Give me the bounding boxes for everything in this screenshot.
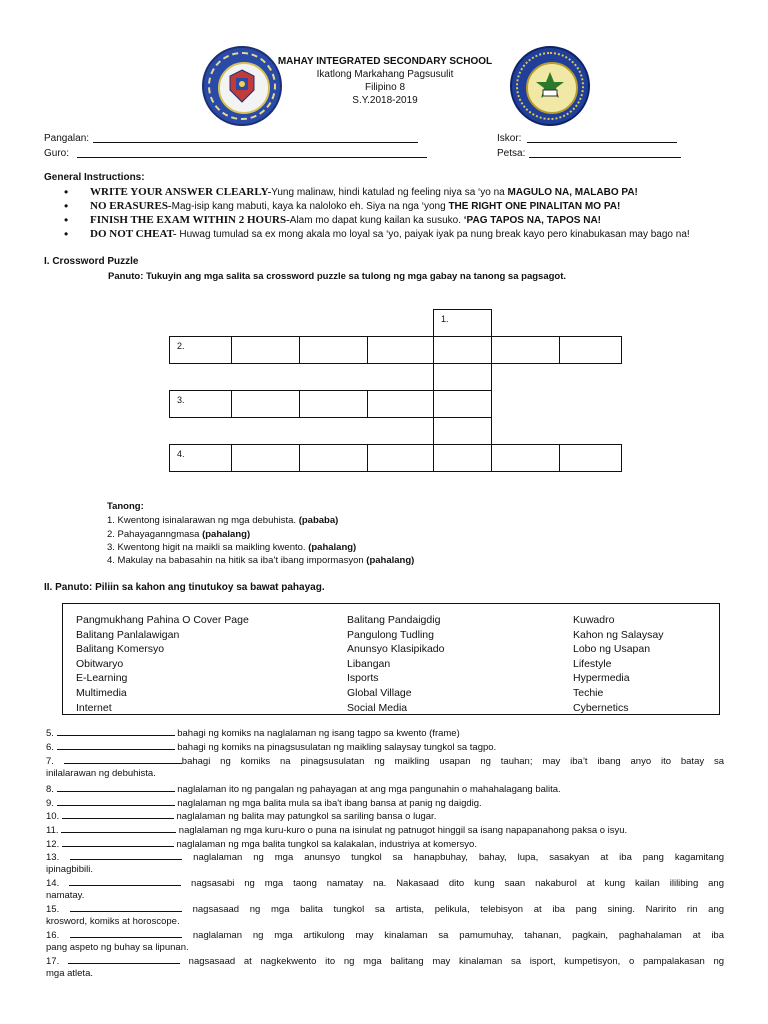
choice-item: Libangan <box>347 657 391 670</box>
crossword-cell[interactable] <box>169 444 232 472</box>
choices-column-3 <box>573 613 663 715</box>
choice-item: Isports <box>347 672 379 685</box>
question-continuation: namatay. <box>46 890 85 901</box>
crossword-cell[interactable] <box>169 390 232 418</box>
answer-blank[interactable] <box>57 797 175 806</box>
choice-item: Internet <box>76 701 112 714</box>
crossword-cell[interactable] <box>433 336 492 364</box>
crossword-cell[interactable] <box>231 444 300 472</box>
question-item: 5. bahagi ng komiks na naglalaman ng isang tagpo sa kwento (frame) <box>46 728 460 739</box>
instruction-item: • WRITE YOUR ANSWER CLEARLY-Yung malinaw, hindi katulad ng feeling niya sa ‘yo na MAGULO NA, MALABO PA! <box>64 185 638 199</box>
choice-item: Techie <box>573 686 604 699</box>
date-label: Petsa: <box>497 148 526 159</box>
crossword-cell[interactable] <box>367 390 434 418</box>
question-continuation: inilalarawan ng debuhista. <box>46 768 156 779</box>
choice-item: Obitwaryo <box>76 657 124 670</box>
choice-item: Pangmukhang Pahina O Cover Page <box>76 614 249 626</box>
choice-item: Social Media <box>347 701 408 714</box>
question-item: 7. bahagi ng komiks na pinagsusulatan ng maikling usapan ng tauhan; may iba’t ibang anyo ito batay sa <box>46 756 724 767</box>
part2-title: II. Panuto: Piliin sa kahon ang tinutukoy sa bawat pahayag. <box>44 582 325 593</box>
clue-number: 3. <box>177 395 185 405</box>
question-item: 17. nagsasaad at nagkekwento ito ng mga balitang may kinalaman sa isport, kumpetisyon, o pampalakasan ng <box>46 956 725 967</box>
question-item: 1. Kwentong isinalarawan ng mga debuhista. (pababa) <box>107 515 339 526</box>
crossword-cell[interactable] <box>559 336 622 364</box>
choice-item: Anunsyo Klasipikado <box>347 643 445 656</box>
crossword-cell[interactable] <box>491 444 560 472</box>
answer-blank[interactable] <box>64 755 182 764</box>
answer-blank[interactable] <box>62 810 174 819</box>
instruction-item: • NO ERASURES-Mag-isip kang mabuti, kaya ka naloloko eh. Siya na nga ‘yong THE RIGHT ONE PINALITAN MO PA! <box>64 199 621 213</box>
part1-instructions: Panuto: Tukuyin ang mga salita sa crossword puzzle sa tulong ng mga gabay na tanong sa pagsagot. <box>108 271 567 282</box>
answer-blank[interactable] <box>57 783 175 792</box>
crossword-cell[interactable] <box>433 390 492 418</box>
answer-blank[interactable] <box>61 824 176 833</box>
question-item: 15. nagsasaad ng mga balita tungkol sa artista, pelikula, telebisyon at iba pang sining. Naririto rin ang <box>46 904 725 915</box>
choice-item: E-Learning <box>76 672 128 685</box>
questions-heading: Tanong: <box>107 501 144 512</box>
instruction-item: • DO NOT CHEAT- Huwag tumulad sa ex mong akala mo loyal sa ‘yo, paiyak iyak pa nung break kayo pero kinabukasan may bago na! <box>64 227 690 241</box>
question-continuation: ipinagbibili. <box>46 864 94 875</box>
question-item: 6. bahagi ng komiks na pinagsusulatan ng maikling salaysay tungkol sa tagpo. <box>46 742 497 753</box>
choice-item: Lifestyle <box>573 657 612 670</box>
question-item: 16. naglalaman ng mga artikulong may kinalaman sa pamumuhay, tahanan, pagkain, paghahalaman at iba <box>46 930 724 941</box>
answer-blank[interactable] <box>70 903 182 912</box>
name-label: Pangalan: <box>44 133 90 144</box>
crossword-cell[interactable] <box>559 444 622 472</box>
answer-choices-box <box>62 603 720 715</box>
crossword-cell[interactable] <box>367 336 434 364</box>
question-item: 11. naglalaman ng mga kuru-kuro o puna na isinulat ng patnugot hinggil sa isang napapanahong paksa o isyu. <box>46 825 628 836</box>
crossword-cell[interactable] <box>491 336 560 364</box>
question-item: 2. Pahayaganngmasa (pahalang) <box>107 529 251 540</box>
question-continuation: pang aspeto ng buhay sa lipunan. <box>46 942 189 953</box>
clue-number: 2. <box>177 341 185 351</box>
choice-item: Pangulong Tudling <box>347 628 434 641</box>
clue-number: 4. <box>177 449 185 459</box>
crossword-cell[interactable] <box>433 363 492 391</box>
choice-item: Kahon ng Salaysay <box>573 628 664 641</box>
choice-item: Balitang Panlalawigan <box>76 628 180 641</box>
crossword-cell[interactable] <box>367 444 434 472</box>
question-continuation: mga atleta. <box>46 968 93 979</box>
choice-item: Hypermedia <box>573 672 630 685</box>
question-item: 14. nagsasabi ng mga taong namatay na. Nakasaad dito kung saan nakaburol at kung kailan ililibing ang <box>46 878 725 889</box>
part1-title: I. Crossword Puzzle <box>44 256 139 267</box>
choice-item: Cybernetics <box>573 701 629 714</box>
answer-blank[interactable] <box>57 727 175 736</box>
score-label: Iskor: <box>497 133 522 144</box>
instruction-item: • FINISH THE EXAM WITHIN 2 HOURS-Alam mo dapat kung kailan ka susuko. ‘PAG TAPOS NA, TAPOS NA! <box>64 213 601 227</box>
choice-item: Multimedia <box>76 686 127 699</box>
answer-blank[interactable] <box>68 955 180 964</box>
crossword-cell[interactable] <box>231 336 300 364</box>
exam-title: Ikatlong Markahang Pagsusulit <box>316 69 454 80</box>
crossword-cell[interactable] <box>231 390 300 418</box>
question-item: 3. Kwentong higit na maikli sa maikling kwento. (pahalang) <box>107 542 357 553</box>
choices-column-1 <box>76 613 249 715</box>
school-name: MAHAY INTEGRATED SECONDARY SCHOOL <box>277 56 493 67</box>
choice-item: Kuwadro <box>573 614 615 626</box>
answer-blank[interactable] <box>70 851 182 860</box>
question-item: 4. Makulay na babasahin na hitik sa iba’t ibang impormasyon (pahalang) <box>107 555 415 566</box>
crossword-cell[interactable] <box>299 444 368 472</box>
question-item: 13. naglalaman ng mga anunsyo tungkol sa hanapbuhay, bahay, lupa, sasakyan at iba pang kagamitang <box>46 852 725 863</box>
crossword-cell[interactable] <box>433 417 492 445</box>
question-item: 8. naglalaman ito ng pangalan ng pahayagan at ang mga pangunahin o mahahalagang balita. <box>46 784 561 795</box>
crossword-cell[interactable] <box>299 336 368 364</box>
crossword-cell[interactable] <box>299 390 368 418</box>
question-continuation: krosword, komiks at horoscope. <box>46 916 180 927</box>
answer-blank[interactable] <box>62 838 174 847</box>
question-item: 12. naglalaman ng mga balita tungkol sa kalakalan, industriya at komersyo. <box>46 839 477 850</box>
answer-blank[interactable] <box>57 741 175 750</box>
crossword-cell[interactable] <box>169 336 232 364</box>
choice-item: Balitang Komersyo <box>76 643 165 656</box>
question-item: 9. naglalaman ng mga balita mula sa iba't ibang bansa at panig ng daigdig. <box>46 798 482 809</box>
crossword-cell[interactable] <box>433 444 492 472</box>
teacher-label: Guro: <box>44 148 70 159</box>
instructions-heading: General Instructions: <box>44 172 145 183</box>
clue-number: 1. <box>441 314 449 324</box>
question-item: 10. naglalaman ng balita may patungkol sa sariling bansa o lugar. <box>46 811 437 822</box>
choice-item: Global Village <box>347 686 412 699</box>
choice-item: Lobo ng Usapan <box>573 643 651 656</box>
answer-blank[interactable] <box>69 877 181 886</box>
choice-item: Balitang Pandaigdig <box>347 614 441 626</box>
subject: Filipino 8 <box>364 82 406 93</box>
school-year: S.Y.2018-2019 <box>352 95 418 106</box>
answer-blank[interactable] <box>70 929 182 938</box>
crossword-cell[interactable] <box>433 309 492 337</box>
choices-column-2 <box>347 613 444 715</box>
